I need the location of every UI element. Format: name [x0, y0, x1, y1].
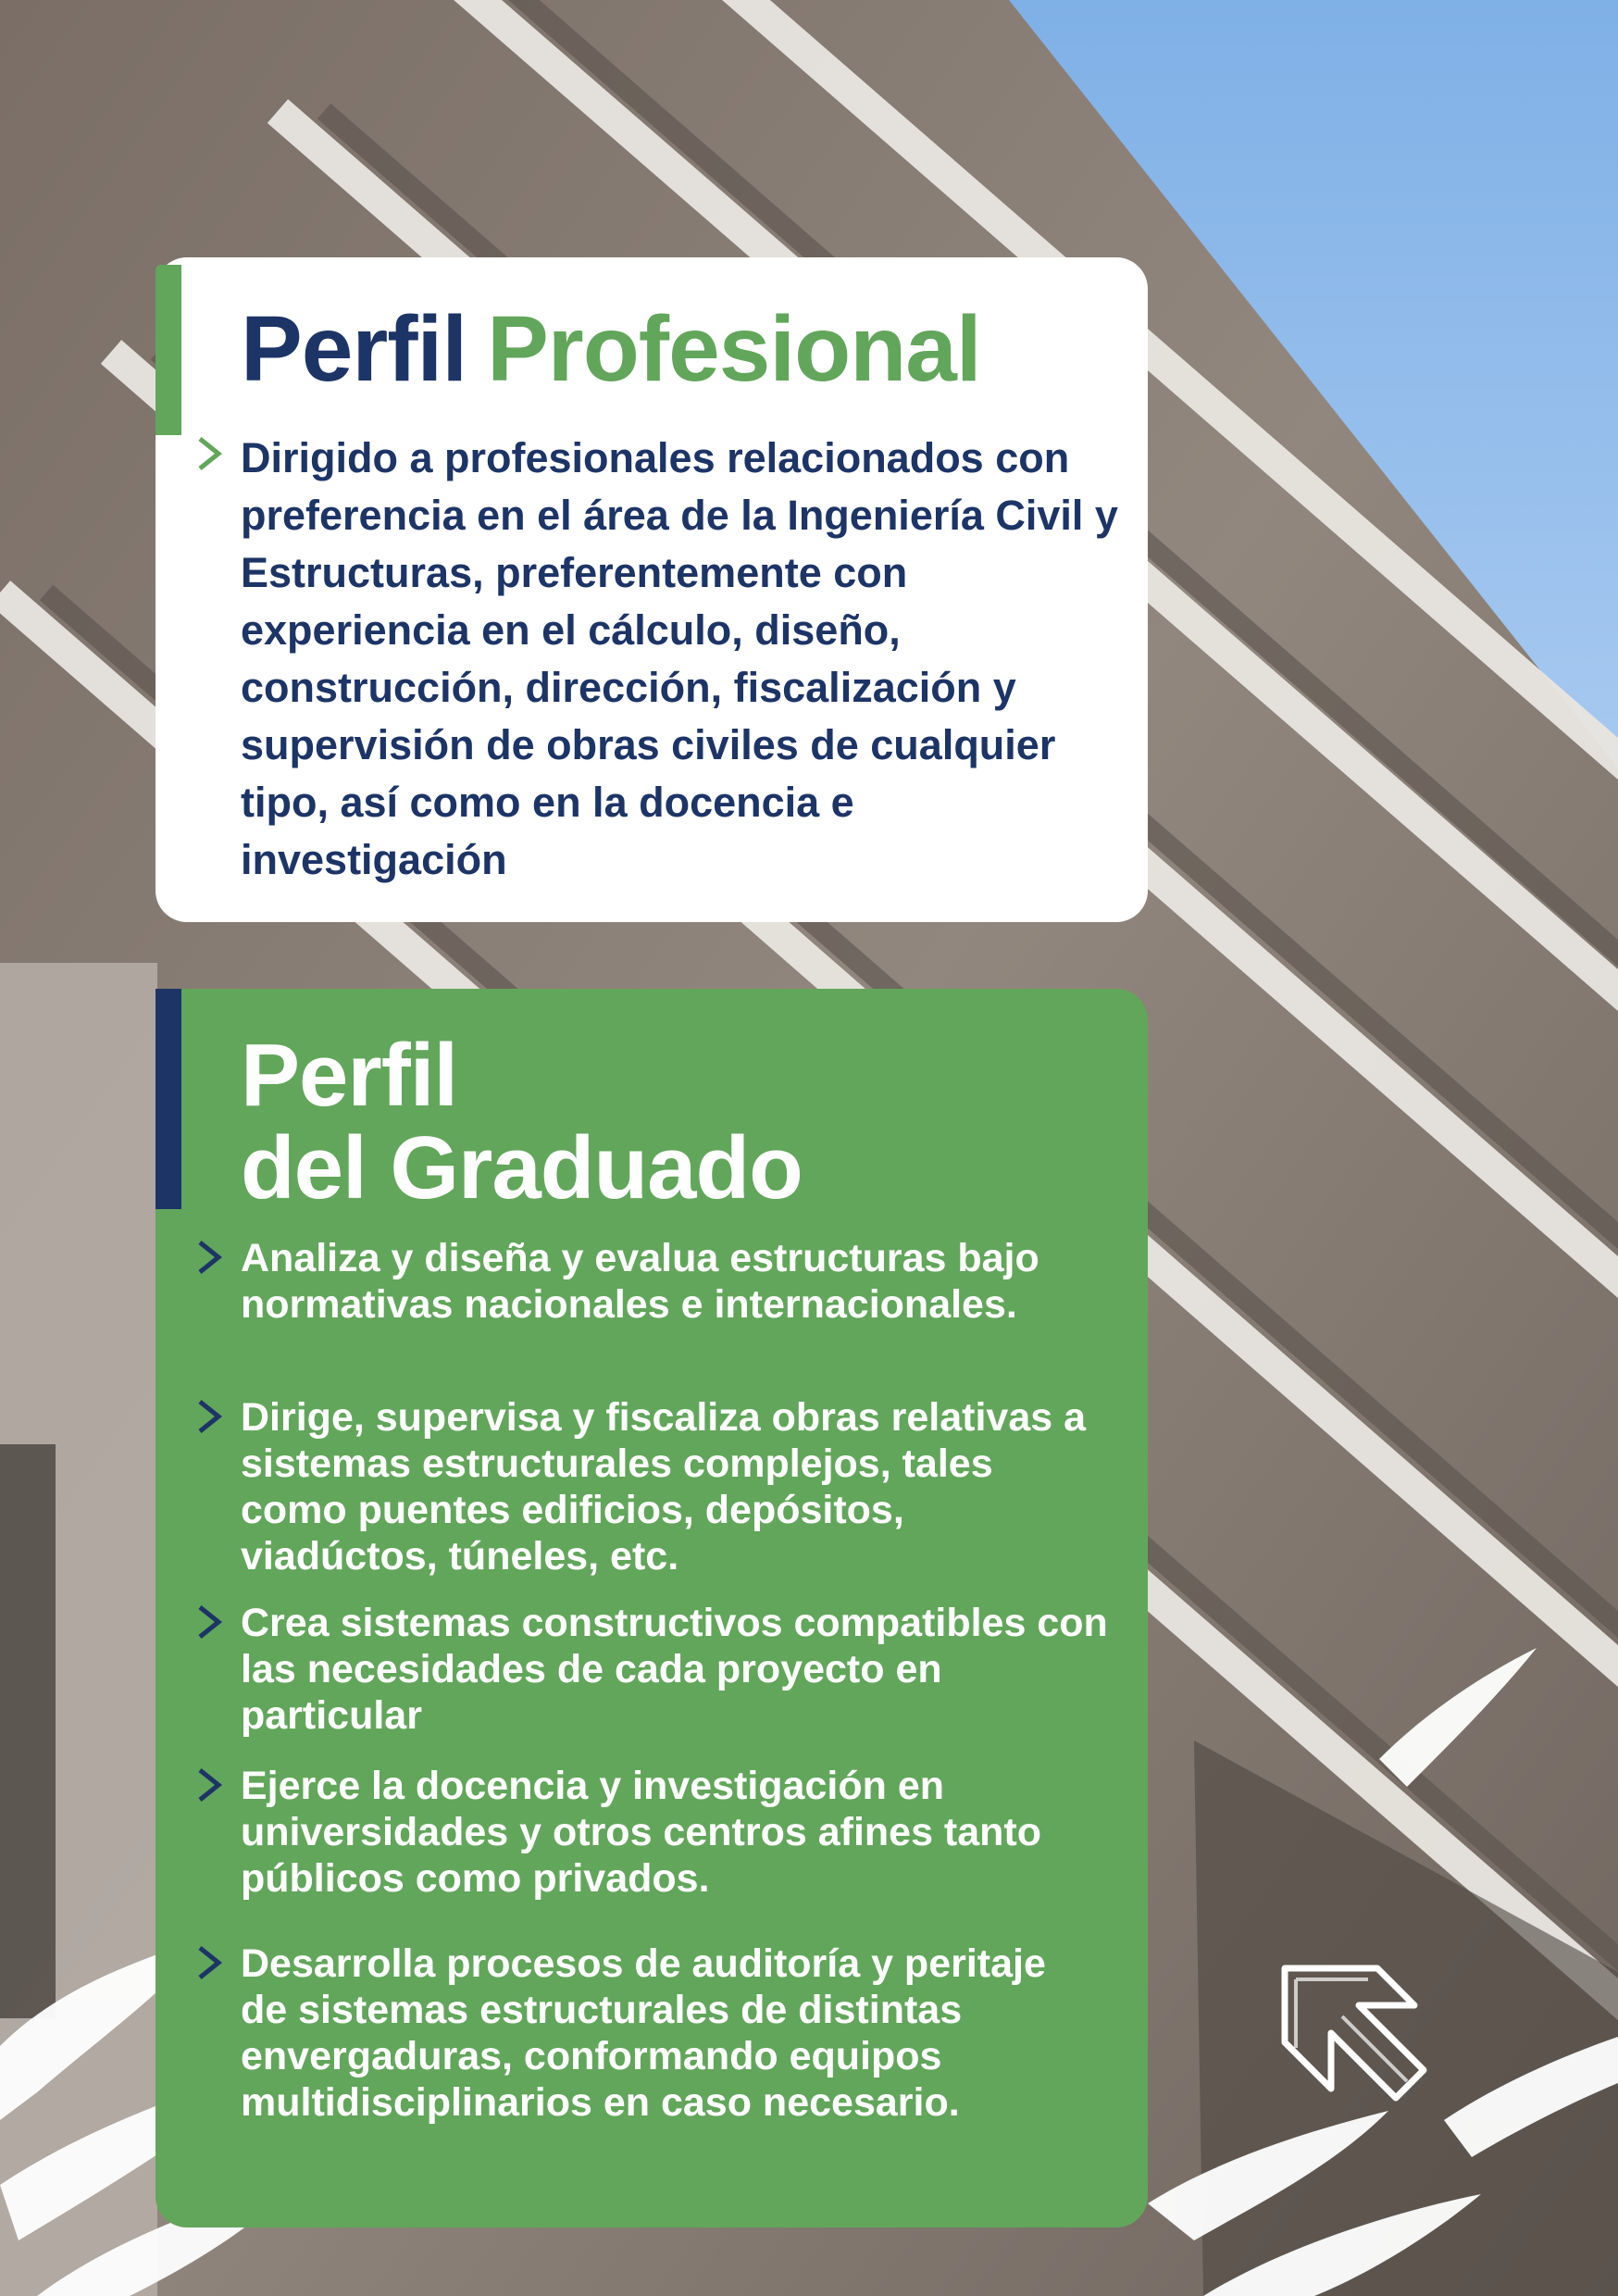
graduado-item-text: Dirige, supervisa y fiscaliza obras relativas a sistemas estructurales complejos, tales como puentes edificios, depósitos, viadúctos, túneles, etc.	[241, 1395, 1087, 1578]
chevron-right-icon	[193, 435, 226, 472]
graduado-bullet	[193, 1940, 1111, 2126]
graduado-item-text: Analiza y diseña y evalua estructuras bajo normativas nacionales e internacionales.	[241, 1236, 1039, 1327]
title-part-profesional: Profesional	[487, 297, 981, 401]
graduado-item-text: Desarrolla procesos de auditoría y peritaje de sistemas estructurales de distintas envergaduras, conformando equipos multidisciplinarios en caso necesario.	[241, 1941, 1046, 2125]
perfil-graduado-card	[156, 989, 1148, 2227]
profesional-bullet	[193, 430, 1118, 889]
arrow-up-left-icon	[1276, 1959, 1433, 2116]
title-part-perfil: Perfil	[241, 297, 467, 401]
graduado-bullet	[193, 1600, 1111, 1739]
chevron-right-icon	[193, 1603, 226, 1641]
chevron-right-icon	[193, 1398, 226, 1435]
title-line-2: del Graduado	[241, 1118, 803, 1217]
perfil-profesional-title	[241, 298, 981, 400]
graduado-item-text: Ejerce la docencia y investigación en universidades y otros centros afines tanto públicos como privados.	[241, 1764, 1042, 1901]
navy-accent-bar	[156, 989, 181, 1209]
graduado-item-text: Crea sistemas constructivos compatibles con las necesidades de cada proyecto en particular	[241, 1601, 1108, 1738]
perfil-graduado-title	[241, 1026, 803, 1217]
graduado-bullet	[193, 1394, 1111, 1579]
green-accent-bar	[156, 265, 181, 435]
profesional-text: Dirigido a profesionales relacionados con preferencia en el área de la Ingeniería Civil y Estructuras, preferentemente con experiencia en el cálculo, diseño, construcción, dirección, fiscalización y supervisión de obras civiles de cualquier tipo, así como en la docencia e investigación	[241, 434, 1118, 883]
graduado-bullet	[193, 1763, 1111, 1902]
chevron-right-icon	[193, 1944, 226, 1981]
perfil-profesional-card	[156, 257, 1148, 922]
chevron-right-icon	[193, 1766, 226, 1803]
graduado-bullet	[193, 1235, 1111, 1328]
title-line-1: Perfil	[241, 1026, 458, 1125]
chevron-right-icon	[193, 1239, 226, 1276]
